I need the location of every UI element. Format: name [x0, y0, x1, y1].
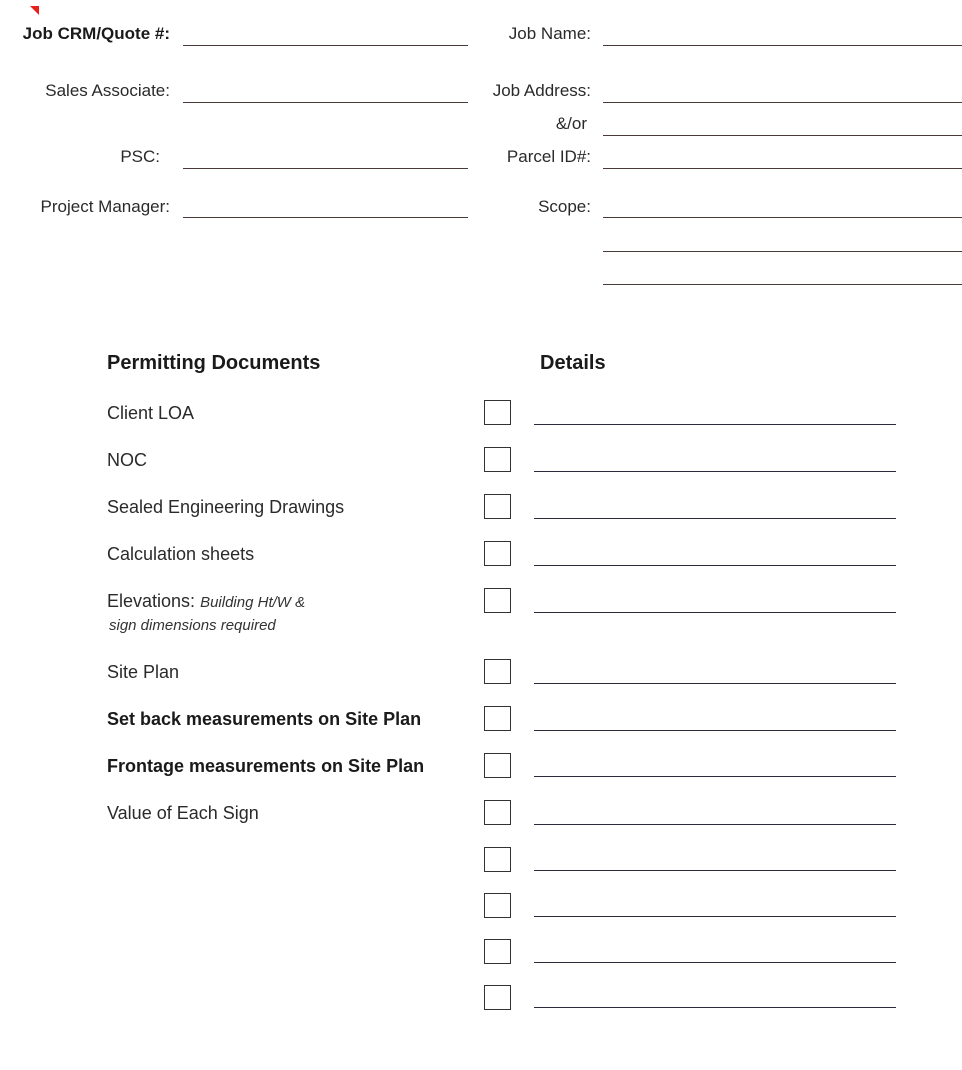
doc-label-setback: Set back measurements on Site Plan — [107, 709, 422, 729]
scope-field-2[interactable] — [603, 251, 962, 252]
checkbox-blank-2[interactable] — [484, 893, 511, 918]
corner-marker-icon — [30, 6, 39, 15]
elevations-label: Elevations: — [107, 591, 196, 611]
checkbox-blank-3[interactable] — [484, 939, 511, 964]
details-field-value-each-sign[interactable] — [534, 824, 896, 825]
checkbox-site-plan[interactable] — [484, 659, 511, 684]
details-field-client-loa[interactable] — [534, 424, 896, 425]
doc-label-noc: NOC — [107, 450, 147, 470]
details-field-elevations[interactable] — [534, 612, 896, 613]
psc-field[interactable] — [183, 168, 468, 169]
project-manager-label: Project Manager: — [40, 197, 170, 216]
details-field-setback[interactable] — [534, 730, 896, 731]
sales-associate-field[interactable] — [183, 102, 468, 103]
job-crm-field[interactable] — [183, 45, 468, 46]
doc-label-calculation-sheets: Calculation sheets — [107, 544, 255, 564]
details-field-blank-1[interactable] — [534, 870, 896, 871]
andor-label: &/or — [555, 114, 587, 133]
project-manager-field[interactable] — [183, 217, 468, 218]
checkbox-setback[interactable] — [484, 706, 511, 731]
details-field-site-plan[interactable] — [534, 683, 896, 684]
permitting-documents-heading: Permitting Documents — [107, 352, 321, 374]
sales-associate-label: Sales Associate: — [45, 81, 170, 100]
elevations-note-1: Building Ht/W & — [200, 594, 306, 611]
checkbox-blank-4[interactable] — [484, 985, 511, 1010]
checkbox-frontage[interactable] — [484, 753, 511, 778]
details-field-blank-4[interactable] — [534, 1007, 896, 1008]
details-field-blank-3[interactable] — [534, 962, 896, 963]
psc-label: PSC: — [120, 147, 160, 166]
scope-field-3[interactable] — [603, 284, 962, 285]
checkbox-value-each-sign[interactable] — [484, 800, 511, 825]
details-field-blank-2[interactable] — [534, 916, 896, 917]
details-field-noc[interactable] — [534, 471, 896, 472]
job-crm-label: Job CRM/Quote #: — [22, 24, 170, 43]
checkbox-noc[interactable] — [484, 447, 511, 472]
doc-label-value-each-sign: Value of Each Sign — [107, 803, 259, 823]
job-address-field-2[interactable] — [603, 135, 962, 136]
elevations-note-2: sign dimensions required — [109, 617, 276, 634]
doc-label-frontage: Frontage measurements on Site Plan — [107, 756, 425, 776]
parcel-id-field[interactable] — [603, 168, 962, 169]
details-field-sealed-drawings[interactable] — [534, 518, 896, 519]
scope-field[interactable] — [603, 217, 962, 218]
checkbox-elevations[interactable] — [484, 588, 511, 613]
job-address-label: Job Address: — [492, 81, 591, 100]
doc-label-elevations — [107, 591, 305, 612]
details-heading: Details — [540, 352, 606, 374]
doc-label-site-plan: Site Plan — [107, 662, 180, 682]
checkbox-blank-1[interactable] — [484, 847, 511, 872]
details-field-calculation-sheets[interactable] — [534, 565, 896, 566]
checkbox-client-loa[interactable] — [484, 400, 511, 425]
job-name-label: Job Name: — [508, 24, 591, 43]
checkbox-calculation-sheets[interactable] — [484, 541, 511, 566]
checkbox-sealed-drawings[interactable] — [484, 494, 511, 519]
details-field-frontage[interactable] — [534, 776, 896, 777]
doc-label-sealed-drawings: Sealed Engineering Drawings — [107, 497, 345, 517]
job-name-field[interactable] — [603, 45, 962, 46]
parcel-id-label: Parcel ID#: — [506, 147, 591, 166]
job-address-field[interactable] — [603, 102, 962, 103]
doc-label-client-loa: Client LOA — [107, 403, 195, 423]
scope-label: Scope: — [538, 197, 591, 216]
